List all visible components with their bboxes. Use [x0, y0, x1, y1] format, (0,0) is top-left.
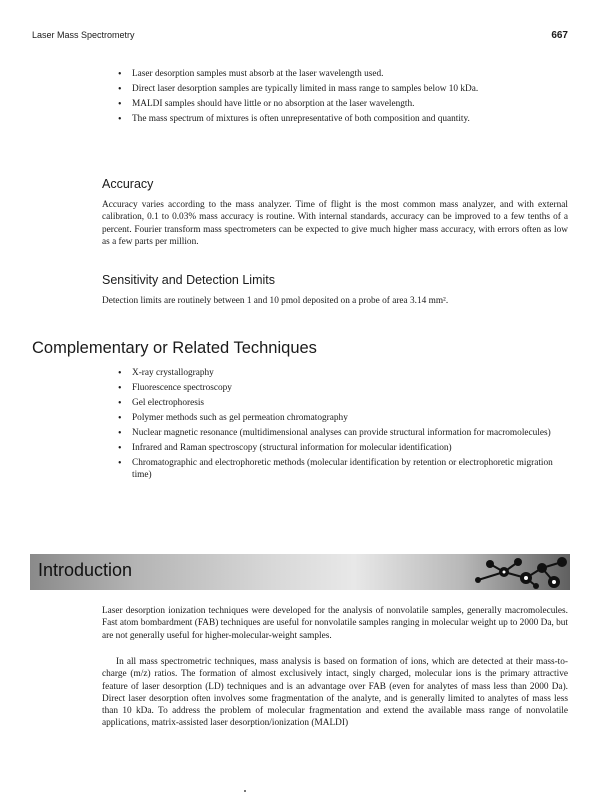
- page-mark: [244, 790, 246, 792]
- introduction-banner: [30, 554, 570, 590]
- running-header: [32, 30, 568, 41]
- list-item: • Fluorescence spectroscopy: [118, 383, 566, 395]
- list-item: • X-ray crystallography: [118, 368, 566, 380]
- limitations-list: [118, 69, 566, 129]
- page-number: 667: [551, 30, 568, 41]
- introduction-paragraph-2: In all mass spectrometric techniques, mass analysis is based on formation of ions, which are detected at their mass-to-charge (m/z) ratios. The formation of almost exclusively intact, singly charged, molecular ions is the primary attractive feature of laser desorption (LD) techniques and is an advantage over FAB (even for analytes of mass less than 2000 Da). Direct laser desorption often involves some fragmentation of the analyte, and is generally limited to analytes of mass less than 10 kDa. To address the problem of molecular fragmentation and extend the available mass range of nonvolatile applications, matrix-assisted laser desorption/ionization (MALDI): [102, 657, 568, 729]
- list-item: • Laser desorption samples must absorb at the laser wavelength used.: [118, 69, 566, 81]
- sensitivity-heading: Sensitivity and Detection Limits: [102, 273, 275, 287]
- introduction-paragraph-1: Laser desorption ionization techniques were developed for the analysis of nonvolatile samples, generally macromolecules. Fast atom bombardment (FAB) techniques are useful for nonvolatile samples ranging in molecular weight up to 2000 Da, but are not generally useful for higher-molecular-weight samples.: [102, 606, 568, 641]
- accuracy-paragraph: Accuracy varies according to the mass analyzer. Time of flight is the most common mass analyzer, and with external calibration, 0.1 to 0.03% mass accuracy is routine. With internal standards, accuracy can be improved to a few tenths of a percent. Fourier transform mass spectrometers can be expected to give much higher mass accuracy, with errors often as low as a few parts per million.: [102, 200, 568, 247]
- running-title: Laser Mass Spectrometry: [32, 30, 135, 40]
- complementary-list: [118, 368, 566, 485]
- list-item: • Direct laser desorption samples are typically limited in mass range to samples below 10 kDa.: [118, 84, 566, 96]
- list-item: • MALDI samples should have little or no absorption at the laser wavelength.: [118, 99, 566, 111]
- list-item: • Polymer methods such as gel permeation chromatography: [118, 413, 566, 425]
- sensitivity-paragraph: Detection limits are routinely between 1 and 10 pmol deposited on a probe of area 3.14 mm².: [102, 296, 449, 306]
- list-item: • The mass spectrum of mixtures is often unrepresentative of both composition and quantity.: [118, 114, 566, 126]
- list-item: • Infrared and Raman spectroscopy (structural information for molecular identification): [118, 443, 566, 455]
- accuracy-heading: Accuracy: [102, 177, 154, 191]
- list-item: • Nuclear magnetic resonance (multidimensional analyses can provide structural information for macromolecules): [118, 428, 566, 440]
- introduction-heading: Introduction: [38, 560, 133, 580]
- list-item: • Gel electrophoresis: [118, 398, 566, 410]
- list-item: • Chromatographic and electrophoretic methods (molecular identification by retention or electrophoretic migration time): [118, 458, 566, 481]
- complementary-heading: Complementary or Related Techniques: [32, 339, 317, 357]
- molecule-graphic-icon: [430, 554, 570, 590]
